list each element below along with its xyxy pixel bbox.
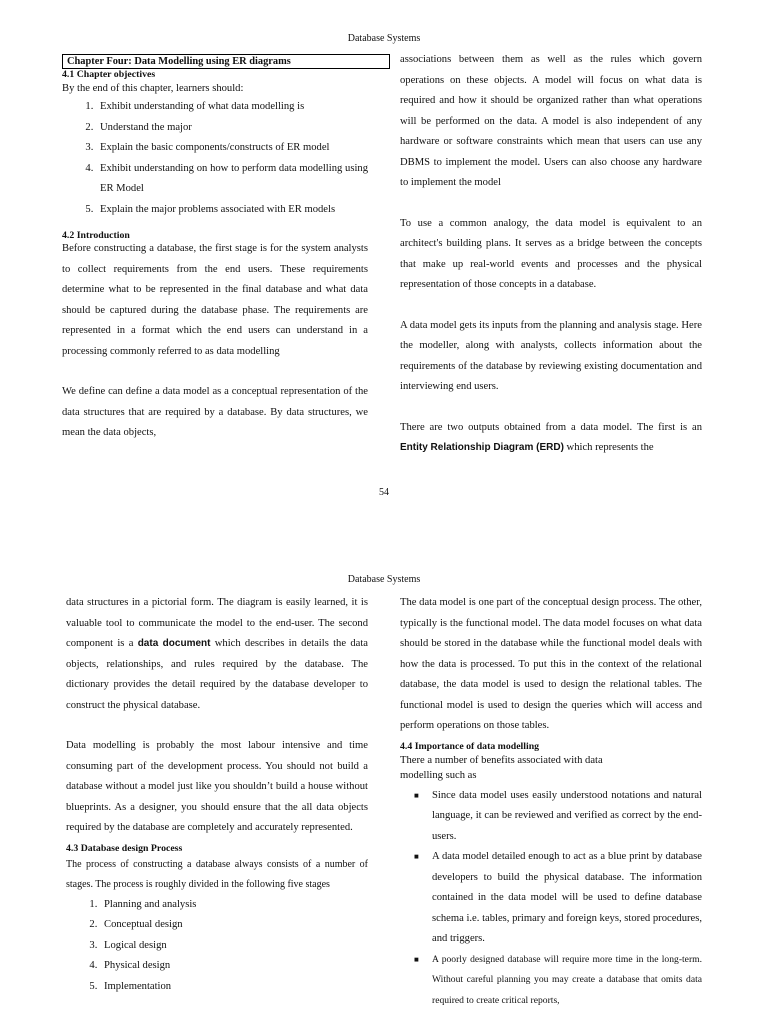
- chapter-title: Chapter Four: Data Modelling using ER diagrams: [62, 54, 390, 69]
- data-document-term: data document: [137, 638, 211, 649]
- list-item: 1. Planning and analysis: [100, 895, 368, 916]
- page-54: [0, 0, 768, 510]
- objectives-list: [62, 97, 368, 220]
- bullet-icon: ■: [414, 790, 419, 800]
- paragraph: We define can define a data model as a conceptual representation of the data structures that are required by a database. By data structures, we mean the data objects,: [62, 386, 368, 438]
- erd-term: Entity Relationship Diagram (ERD): [400, 442, 564, 453]
- page-55: [0, 560, 768, 1024]
- intro-heading: 4.2 Introduction: [62, 230, 130, 241]
- running-header: Database Systems: [347, 33, 421, 44]
- text-span: There are two outputs obtained from a data model. The first is an: [400, 421, 702, 433]
- list-item: 4. Exhibit understanding on how to perform data modelling using ER Model: [96, 159, 368, 200]
- list-item: 5. Explain the major problems associated with ER models: [96, 200, 368, 221]
- text-span: Since data model uses easily understood notations and natural language, it can be reviewed and verified as correct by the end-users.: [432, 789, 702, 842]
- paragraph: A data model gets its inputs from the planning and analysis stage. Here the modeller, along with analysts, collects information about the requirements of the database by reviewing existing documentation and interviewing end users.: [400, 319, 702, 392]
- paragraph: associations between them as well as the rules which govern operations on these objects. A model will focus on what data is required and how it should be organized rather than what operations will be performed on the data. A model is also independent of any hardware or software constraints which mean that users can use any DBMS to implement the model. Users can also choose any hardware to implement the model: [400, 54, 702, 188]
- stages-list: [66, 895, 368, 998]
- list-item: [414, 950, 702, 1012]
- importance-heading: 4.4 Importance of data modelling: [400, 740, 540, 752]
- objectives-intro: By the end of this chapter, learners should:: [62, 83, 244, 94]
- list-item: 3. Explain the basic components/constructs of ER model: [96, 138, 368, 159]
- text-span: which represents the: [563, 442, 654, 453]
- list-item: 4. Physical design: [100, 956, 368, 977]
- paragraph: [66, 593, 368, 716]
- right-column: [400, 593, 702, 1011]
- bullet-icon: ■: [414, 852, 419, 861]
- benefits-list: [400, 786, 702, 1012]
- page-number: 54: [379, 487, 389, 498]
- running-header: Database Systems: [347, 574, 421, 585]
- right-column: [400, 50, 702, 459]
- page-gap: [0, 510, 768, 560]
- importance-intro: There a number of benefits associated with data modelling such as: [400, 754, 603, 781]
- process-heading: 4.3 Database design Process: [66, 842, 183, 854]
- list-item: 2. Understand the major: [96, 118, 368, 139]
- bullet-icon: ■: [414, 954, 419, 964]
- list-item: 1. Exhibit understanding of what data modelling is: [96, 97, 368, 118]
- text-span: data structures in a pictorial form. The diagram is easily learned, it is valuable tool to communicate the model to the end-user. The second component is a: [66, 597, 368, 649]
- paragraph: To use a common analogy, the data model is equivalent to an architect's building plans. It serves as a bridge between the concepts that make up real-world events and processes and the physical representation of those concepts in a database.: [400, 217, 702, 290]
- paragraph: The process of constructing a database always consists of a number of stages. The process is roughly divided in the following five stages: [66, 858, 368, 890]
- list-item: [414, 847, 702, 950]
- list-item: 5. Implementation: [100, 977, 368, 998]
- list-item: 2. Conceptual design: [100, 915, 368, 936]
- left-column: [66, 593, 368, 997]
- paragraph: Before constructing a database, the first stage is for the system analysts to collect requirements from the end users. These requirements determine what to be represented in the final database and what data should be captured during the database phase. The requirements are represented in a format which the end users can understand in a processing commonly referred to as data modelling: [62, 243, 368, 357]
- paragraph: [400, 418, 702, 459]
- text-span: A poorly designed database will require more time in the long-term. Without careful planning you may create a database that omits data required to create critical reports,: [432, 953, 702, 1006]
- list-item: 3. Logical design: [100, 936, 368, 957]
- paragraph: Data modelling is probably the most labour intensive and time consuming part of the development process. You should not build a database without a model just like you shouldn’t build a house without blueprints. As a designer, you should ensure that the all data objects required by the database are completely and accurately represented.: [66, 740, 368, 833]
- list-item: [414, 786, 702, 848]
- paragraph: The data model is one part of the conceptual design process. The other, typically is the functional model. The data model focuses on what data should be stored in the database while the functional model deals with how the data is processed. To put this in the context of the relational database, the data model is used to design the relational tables. The functional model is used to design the queries which will access and perform operations on those tables.: [400, 597, 702, 731]
- text-span: which describes in details the data objects, relationships, and rules required by the database. The dictionary provides the detail required by the database developer to construct the physical database.: [66, 638, 368, 711]
- text-span: A data model detailed enough to act as a blue print by database developers to build the physical database. The information contained in the data model will be used to define database schema i.e. tables, primary and foreign keys, stored procedures, and triggers.: [432, 851, 702, 944]
- left-column: [62, 54, 368, 444]
- objectives-heading: 4.1 Chapter objectives: [62, 69, 156, 80]
